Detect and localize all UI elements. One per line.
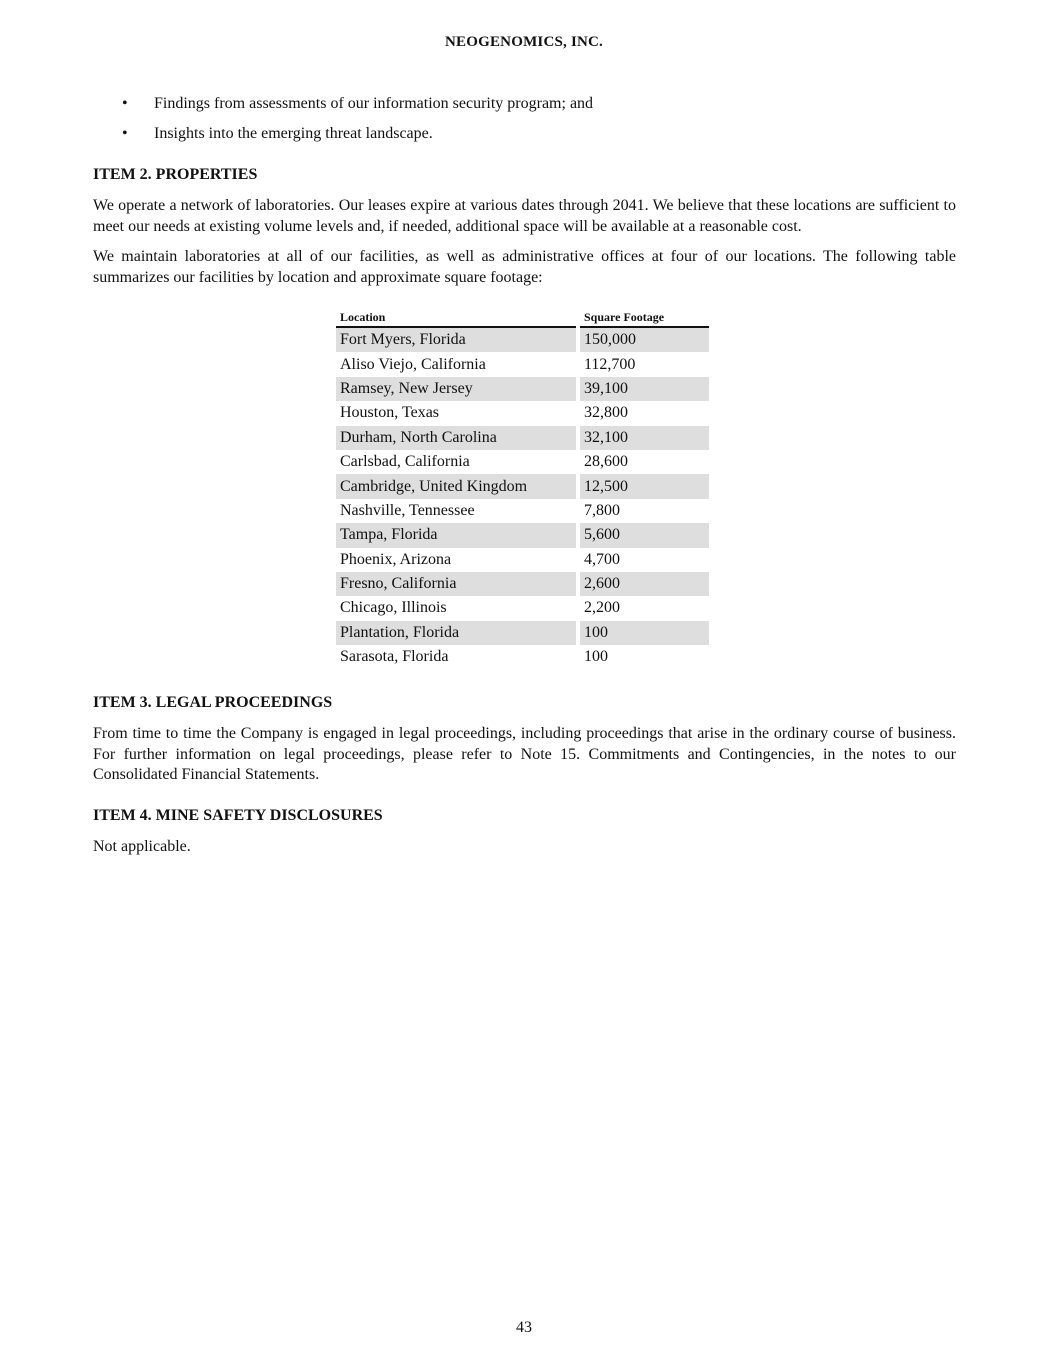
table-header-row bbox=[336, 309, 709, 328]
column-header-location: Location bbox=[336, 309, 576, 328]
item2-heading: ITEM 2. PROPERTIES bbox=[93, 166, 258, 183]
cell-square-footage: 4,700 bbox=[584, 550, 620, 568]
column-header-square-footage: Square Footage bbox=[580, 309, 709, 328]
cell-location: Sarasota, Florida bbox=[340, 648, 449, 666]
cell-location: Tampa, Florida bbox=[336, 523, 576, 547]
facilities-table bbox=[336, 309, 709, 669]
bullet-dot: • bbox=[122, 125, 128, 142]
cell-square-footage: 100 bbox=[580, 621, 709, 645]
bullet-item bbox=[122, 123, 956, 153]
cell-location: Ramsey, New Jersey bbox=[336, 377, 576, 401]
bullet-text: Findings from assessments of our information security program; and bbox=[154, 95, 594, 112]
table-row bbox=[336, 499, 709, 523]
cell-location: Aliso Viejo, California bbox=[340, 355, 486, 373]
bullet-item bbox=[122, 93, 956, 123]
cell-square-footage: 112,700 bbox=[584, 355, 636, 373]
cell-square-footage: 32,100 bbox=[580, 426, 709, 450]
cell-location: Houston, Texas bbox=[340, 404, 440, 422]
company-header: NEOGENOMICS, INC. bbox=[445, 34, 603, 50]
table-row bbox=[336, 474, 709, 498]
cell-location: Fort Myers, Florida bbox=[336, 328, 576, 352]
cell-square-footage: 32,800 bbox=[584, 404, 628, 422]
cell-square-footage: 7,800 bbox=[584, 501, 620, 519]
bullet-list bbox=[122, 93, 956, 153]
table-row bbox=[336, 426, 709, 450]
table-body bbox=[336, 328, 709, 669]
item3-paragraph: From time to time the Company is engaged in legal proceedings, including proceedings that arise in the ordinary course of business. For further information on legal proceedings, please refer to Note 15. Commitments and Contingencies, in the notes to our Consolidated Financial Statements. bbox=[93, 725, 956, 783]
cell-location: Carlsbad, California bbox=[340, 453, 470, 471]
cell-location: Chicago, Illinois bbox=[340, 599, 447, 617]
item2-paragraph-1: We operate a network of laboratories. Our leases expire at various dates through 2041. We believe that these locations are sufficient to meet our needs at existing volume levels and, if needed, additional space will be available at a reasonable cost. bbox=[93, 197, 956, 235]
table-row bbox=[336, 450, 709, 474]
cell-location: Fresno, California bbox=[336, 572, 576, 596]
table-row bbox=[336, 377, 709, 401]
item4-paragraph: Not applicable. bbox=[93, 838, 191, 855]
table-row bbox=[336, 352, 709, 376]
table-row bbox=[336, 621, 709, 645]
bullet-text: Insights into the emerging threat landscape. bbox=[154, 125, 433, 142]
cell-square-footage: 5,600 bbox=[580, 523, 709, 547]
table-row bbox=[336, 548, 709, 572]
cell-square-footage: 12,500 bbox=[580, 474, 709, 498]
cell-location: Nashville, Tennessee bbox=[340, 501, 475, 519]
cell-square-footage: 100 bbox=[584, 648, 608, 666]
table-row bbox=[336, 596, 709, 620]
cell-square-footage: 39,100 bbox=[580, 377, 709, 401]
page-number: 43 bbox=[516, 1319, 532, 1336]
cell-location: Durham, North Carolina bbox=[336, 426, 576, 450]
cell-square-footage: 150,000 bbox=[580, 328, 709, 352]
table-row bbox=[336, 645, 709, 669]
table-row bbox=[336, 328, 709, 352]
item2-paragraph-2: We maintain laboratories at all of our facilities, as well as administrative offices at four of our locations. The following table summarizes our facilities by location and approximate square footage: bbox=[93, 248, 956, 286]
cell-square-footage: 2,600 bbox=[580, 572, 709, 596]
cell-square-footage: 2,200 bbox=[584, 599, 620, 617]
cell-location: Phoenix, Arizona bbox=[340, 550, 452, 568]
table-row bbox=[336, 572, 709, 596]
cell-square-footage: 28,600 bbox=[584, 453, 628, 471]
table-row bbox=[336, 401, 709, 425]
table-row bbox=[336, 523, 709, 547]
bullet-dot: • bbox=[122, 95, 128, 112]
item4-heading: ITEM 4. MINE SAFETY DISCLOSURES bbox=[93, 807, 383, 824]
item3-heading: ITEM 3. LEGAL PROCEEDINGS bbox=[93, 694, 333, 711]
cell-location: Cambridge, United Kingdom bbox=[336, 474, 576, 498]
cell-location: Plantation, Florida bbox=[336, 621, 576, 645]
